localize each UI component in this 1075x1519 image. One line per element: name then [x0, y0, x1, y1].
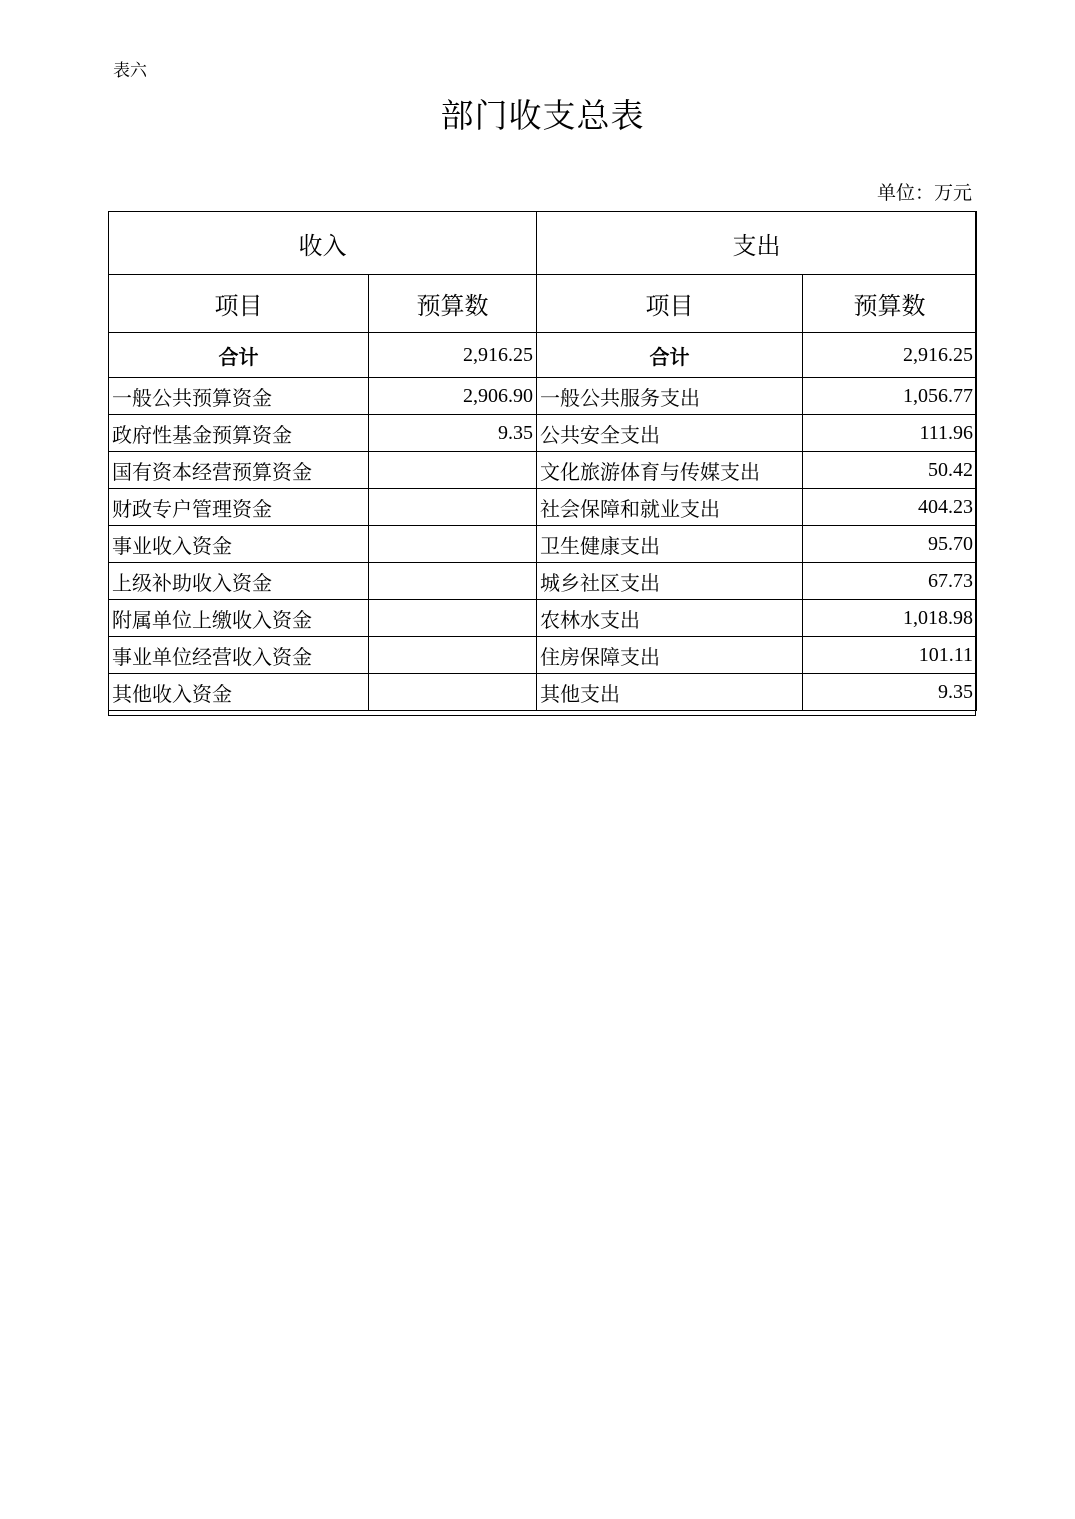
income-item-cell: 政府性基金预算资金	[109, 415, 369, 452]
total-row	[109, 333, 977, 378]
income-value-cell	[369, 600, 537, 637]
expense-value-cell: 67.73	[803, 563, 977, 600]
income-item-cell: 事业单位经营收入资金	[109, 637, 369, 674]
expense-total-label: 合计	[537, 333, 803, 378]
income-expense-table	[108, 211, 977, 711]
table-row	[109, 600, 977, 637]
table-row	[109, 452, 977, 489]
table-number: 表六	[113, 61, 147, 81]
expense-item-cell: 城乡社区支出	[537, 563, 803, 600]
expense-item-cell: 文化旅游体育与传媒支出	[537, 452, 803, 489]
table-row	[109, 563, 977, 600]
expense-budget-header: 预算数	[803, 275, 977, 333]
income-budget-header: 预算数	[369, 275, 537, 333]
table-row	[109, 378, 977, 415]
income-value-cell	[369, 637, 537, 674]
income-item-cell: 国有资本经营预算资金	[109, 452, 369, 489]
income-value-cell	[369, 489, 537, 526]
column-header-row	[109, 275, 977, 333]
expense-value-cell: 1,018.98	[803, 600, 977, 637]
expense-total-value: 2,916.25	[803, 333, 977, 378]
income-value-cell	[369, 674, 537, 711]
page-title: 部门收支总表	[440, 96, 645, 135]
expense-item-cell: 其他支出	[537, 674, 803, 711]
expense-value-cell: 50.42	[803, 452, 977, 489]
expense-value-cell: 111.96	[803, 415, 977, 452]
table-row	[109, 489, 977, 526]
income-item-cell: 附属单位上缴收入资金	[109, 600, 369, 637]
table-row	[109, 526, 977, 563]
expense-item-header: 项目	[537, 275, 803, 333]
income-value-cell	[369, 563, 537, 600]
expense-item-cell: 农林水支出	[537, 600, 803, 637]
expense-item-cell: 卫生健康支出	[537, 526, 803, 563]
income-total-label: 合计	[109, 333, 369, 378]
expense-group-header: 支出	[537, 212, 977, 275]
income-value-cell	[369, 526, 537, 563]
table-row	[109, 415, 977, 452]
income-value-cell: 2,906.90	[369, 378, 537, 415]
income-value-cell: 9.35	[369, 415, 537, 452]
income-total-value: 2,916.25	[369, 333, 537, 378]
expense-item-cell: 公共安全支出	[537, 415, 803, 452]
income-item-header: 项目	[109, 275, 369, 333]
income-item-cell: 其他收入资金	[109, 674, 369, 711]
group-header-row	[109, 212, 977, 275]
income-item-cell: 事业收入资金	[109, 526, 369, 563]
expense-value-cell: 101.11	[803, 637, 977, 674]
expense-item-cell: 住房保障支出	[537, 637, 803, 674]
income-value-cell	[369, 452, 537, 489]
income-item-cell: 上级补助收入资金	[109, 563, 369, 600]
expense-value-cell: 95.70	[803, 526, 977, 563]
income-group-header: 收入	[109, 212, 537, 275]
expense-item-cell: 社会保障和就业支出	[537, 489, 803, 526]
income-item-cell: 财政专户管理资金	[109, 489, 369, 526]
expense-item-cell: 一般公共服务支出	[537, 378, 803, 415]
expense-value-cell: 9.35	[803, 674, 977, 711]
income-item-cell: 一般公共预算资金	[109, 378, 369, 415]
unit-label: 单位：万元	[876, 182, 972, 204]
table-row	[109, 674, 977, 711]
expense-value-cell: 1,056.77	[803, 378, 977, 415]
expense-value-cell: 404.23	[803, 489, 977, 526]
table-row	[109, 637, 977, 674]
